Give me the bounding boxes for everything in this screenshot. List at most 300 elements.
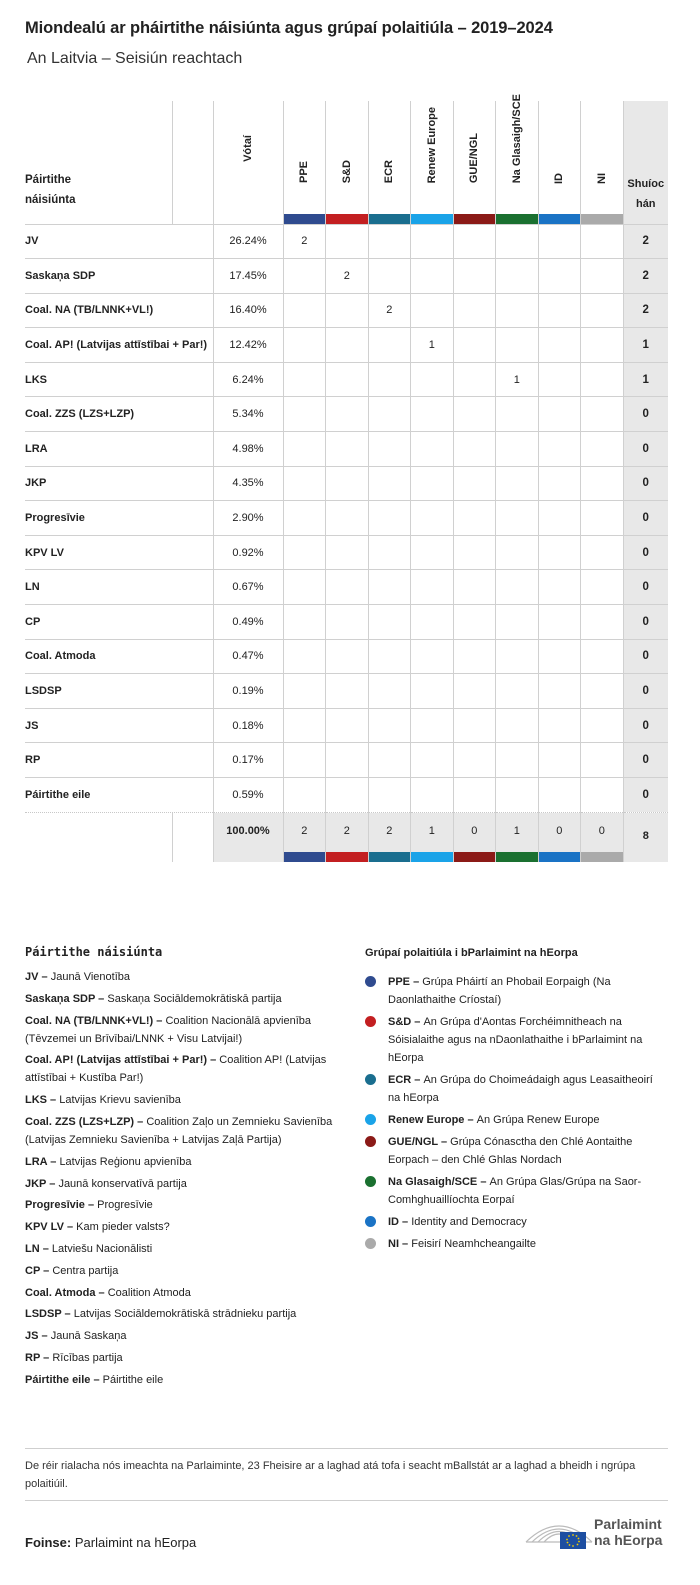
party-legend-name: Saskaņa Sociāldemokrātiskā partija — [107, 992, 282, 1005]
total-seats-cell: 0 — [623, 570, 668, 605]
page-title: Miondealú ar pháirtithe náisiúnta agus grúpaí polaitiúla – 2019–2024 — [25, 19, 553, 37]
party-legend-name: Coalition AP! (Latvijas attīstībai + Kustība Par!) — [25, 1054, 327, 1085]
seat-cell: 2 — [326, 259, 369, 294]
party-legend-item — [25, 1051, 345, 1087]
seat-cell — [283, 259, 326, 294]
group-legend-abbr: S&D — [388, 1016, 412, 1028]
party-legend-item — [25, 1196, 345, 1214]
header-group-label: NI — [595, 172, 608, 184]
legend-separator: – — [39, 1242, 52, 1255]
legend-separator: – — [40, 1264, 53, 1277]
group-color-dot — [365, 1176, 376, 1187]
votes-cell: 16.40% — [213, 293, 283, 328]
party-legend-abbr: Coal. NA (TB/LNNK+VL!) — [25, 1014, 154, 1027]
votes-cell: 0.92% — [213, 535, 283, 570]
header-group — [581, 101, 624, 224]
legend-separator: – — [63, 1221, 77, 1234]
seat-cell — [368, 708, 411, 743]
header-votes-label: Vótaí — [242, 134, 254, 162]
seat-cell — [538, 397, 581, 432]
party-legend-abbr: JV — [25, 971, 39, 983]
party-legend-name: Kam pieder valsts? — [76, 1221, 170, 1234]
logo-line-2: na hEorpa — [594, 1532, 663, 1548]
seat-cell — [453, 466, 496, 501]
seat-cell — [453, 708, 496, 743]
group-legend-item — [365, 1111, 665, 1129]
party-legend-name: Progresīvie — [97, 1199, 153, 1212]
total-seats-cell: 0 — [623, 605, 668, 640]
seat-cell — [368, 362, 411, 397]
legend-separator: – — [207, 1054, 220, 1067]
party-legend-abbr: Páirtithe eile — [25, 1373, 91, 1386]
legend-separator: – — [399, 1216, 412, 1228]
table-row — [25, 605, 668, 640]
seat-cell — [581, 224, 624, 259]
footer-total: 8 — [623, 812, 668, 862]
header-votes — [213, 101, 283, 224]
party-name-cell: JV — [25, 224, 213, 259]
seat-cell — [411, 466, 454, 501]
seat-cell — [411, 639, 454, 674]
seat-cell: 1 — [411, 328, 454, 363]
party-legend-name: Jaunā Saskaņa — [50, 1330, 127, 1343]
seat-cell — [283, 570, 326, 605]
table-row — [25, 535, 668, 570]
seat-cell — [368, 259, 411, 294]
footer-votes: 100.00% — [213, 812, 283, 862]
seat-cell — [368, 674, 411, 709]
seat-cell — [411, 708, 454, 743]
seat-cell — [581, 259, 624, 294]
legend-separator: – — [90, 1373, 103, 1386]
header-party — [25, 101, 213, 224]
seat-cell — [581, 605, 624, 640]
party-legend-item — [25, 1371, 345, 1389]
seat-cell — [411, 605, 454, 640]
total-seats-cell: 0 — [623, 432, 668, 467]
seat-cell — [326, 397, 369, 432]
party-legend-item — [25, 1240, 345, 1258]
seat-cell — [581, 328, 624, 363]
party-legend-item — [25, 1012, 345, 1048]
footer-seat-value: 1 — [513, 824, 520, 837]
votes-cell: 26.24% — [213, 224, 283, 259]
footer-seat-cell — [538, 812, 581, 862]
seat-cell — [581, 674, 624, 709]
divider — [25, 1500, 668, 1501]
group-color-bar — [539, 852, 581, 862]
seat-cell — [496, 293, 539, 328]
party-legend-name: Latvijas Krievu savienība — [59, 1094, 181, 1107]
legend-separator: – — [95, 1286, 108, 1299]
seat-cell — [326, 224, 369, 259]
party-name-cell: Coal. ZZS (LZS+LZP) — [25, 397, 213, 432]
seat-cell — [368, 224, 411, 259]
party-legend-name: Latvijas Reģionu apvienība — [59, 1155, 192, 1168]
header-group — [326, 101, 369, 224]
table-row — [25, 432, 668, 467]
header-group — [453, 101, 496, 224]
footer-seat-cell — [581, 812, 624, 862]
seat-cell — [538, 362, 581, 397]
seat-cell — [453, 501, 496, 536]
seat-cell — [581, 362, 624, 397]
party-legend-item — [25, 1175, 345, 1193]
party-name-cell: Páirtithe eile — [25, 778, 213, 813]
legend-separator: – — [437, 1136, 451, 1148]
party-legend-item — [25, 1218, 345, 1236]
party-legend-abbr: RP — [25, 1351, 41, 1364]
seat-cell — [326, 778, 369, 813]
total-seats-cell: 0 — [623, 466, 668, 501]
header-group — [368, 101, 411, 224]
footer-seat-value: 0 — [556, 824, 563, 837]
votes-cell: 0.18% — [213, 708, 283, 743]
group-legend-name: An Grúpa d'Aontas Forchéimnitheach na Sóisialaithe agus na nDaonlathaithe i bParlaimint na hEorpa — [388, 1016, 643, 1064]
header-group-label: GUE/NGL — [468, 133, 481, 184]
seat-cell — [496, 778, 539, 813]
table-row — [25, 674, 668, 709]
seat-cell — [453, 605, 496, 640]
logo-wordmark — [594, 1516, 662, 1548]
votes-cell: 0.17% — [213, 743, 283, 778]
legend-separator: – — [38, 971, 51, 983]
table-row — [25, 328, 668, 363]
seat-cell — [326, 743, 369, 778]
party-name-cell: JKP — [25, 466, 213, 501]
party-legend-item — [25, 1091, 345, 1109]
total-seats-cell: 0 — [623, 501, 668, 536]
group-color-bar — [369, 852, 411, 862]
header-group — [283, 101, 326, 224]
seat-cell — [453, 259, 496, 294]
seat-cell — [496, 224, 539, 259]
group-legend-name: Identity and Democracy — [411, 1216, 527, 1228]
header-group-label: Renew Europe — [425, 107, 438, 184]
party-legend-name: Latvijas Sociāldemokrātiskā strādnieku partija — [73, 1308, 297, 1321]
seat-cell — [496, 708, 539, 743]
legend-separator: – — [153, 1014, 166, 1027]
party-legend-name: Latviešu Nacionālisti — [51, 1242, 153, 1255]
header-group-label: PPE — [298, 161, 311, 184]
seat-cell — [368, 639, 411, 674]
group-legend-abbr: Na Glasaigh/SCE — [388, 1176, 478, 1188]
divider — [25, 1448, 668, 1449]
header-group-label: S&D — [340, 160, 353, 184]
group-color-dot — [365, 1074, 376, 1085]
group-legend-item — [365, 1213, 665, 1231]
votes-cell: 4.35% — [213, 466, 283, 501]
footer-seat-cell — [453, 812, 496, 862]
footer-seat-value: 0 — [598, 824, 605, 837]
party-name-cell: CP — [25, 605, 213, 640]
legend-separator: – — [134, 1115, 147, 1128]
seat-cell — [538, 535, 581, 570]
total-seats-cell: 1 — [623, 328, 668, 363]
table-row — [25, 259, 668, 294]
party-name-cell: LSDSP — [25, 674, 213, 709]
total-seats-cell: 1 — [623, 362, 668, 397]
seat-cell — [411, 362, 454, 397]
party-name-cell: Coal. Atmoda — [25, 639, 213, 674]
footer-blank — [25, 812, 213, 862]
seat-cell — [496, 639, 539, 674]
party-legend-abbr: Coal. AP! (Latvijas attīstībai + Par!) — [25, 1054, 208, 1067]
party-legend-item — [25, 1349, 345, 1367]
party-name-cell: Coal. NA (TB/LNNK+VL!) — [25, 293, 213, 328]
votes-cell: 0.49% — [213, 605, 283, 640]
seat-cell — [453, 293, 496, 328]
seat-cell — [283, 743, 326, 778]
seat-cell — [496, 535, 539, 570]
header-group-label: ECR — [383, 160, 396, 184]
party-legend-item — [25, 1305, 345, 1323]
seat-cell — [411, 224, 454, 259]
seat-cell — [326, 328, 369, 363]
group-color-bar — [581, 214, 623, 224]
party-legend-item — [25, 1113, 345, 1149]
party-name-cell: RP — [25, 743, 213, 778]
party-legend-abbr: Progresīvie — [25, 1199, 85, 1212]
group-legend-name: Feisirí Neamhcheangailte — [411, 1238, 536, 1250]
seat-cell — [496, 501, 539, 536]
seat-cell — [326, 605, 369, 640]
seat-cell — [453, 328, 496, 363]
seat-cell — [453, 535, 496, 570]
seat-cell — [368, 743, 411, 778]
seat-cell — [538, 259, 581, 294]
total-seats-cell: 0 — [623, 743, 668, 778]
seat-cell — [538, 224, 581, 259]
seat-cell — [283, 605, 326, 640]
footer-seat-cell — [368, 812, 411, 862]
party-legend-item — [25, 1327, 345, 1345]
footer-seat-value: 1 — [428, 824, 435, 837]
party-legend-name: Rīcības partija — [52, 1351, 123, 1364]
seat-cell — [283, 639, 326, 674]
votes-cell: 2.90% — [213, 501, 283, 536]
seat-cell — [411, 397, 454, 432]
party-legend-item — [25, 968, 345, 986]
total-seats-cell: 2 — [623, 224, 668, 259]
seat-cell — [283, 328, 326, 363]
party-legend-name: Coalition Atmoda — [107, 1286, 191, 1299]
seat-cell — [326, 362, 369, 397]
group-legend-item — [365, 973, 665, 1009]
header-group — [538, 101, 581, 224]
seat-cell — [411, 535, 454, 570]
seat-cell — [538, 432, 581, 467]
party-legend-name: Coalition Zaļo un Zemnieku Savienība (Latvijas Zemnieku Savienība + Latvijas Zaļā Partija) — [25, 1115, 333, 1146]
legend-separator: – — [464, 1114, 477, 1126]
seat-cell — [538, 328, 581, 363]
header-party-label: Páirtithe náisiúnta — [25, 173, 76, 206]
group-color-bar — [454, 214, 496, 224]
footer-seat-value: 2 — [343, 824, 350, 837]
seat-cell — [326, 535, 369, 570]
table-row — [25, 639, 668, 674]
legend-separator: – — [84, 1199, 98, 1212]
group-legend-name: Grúpa Pháirtí an Phobail Eorpaigh (Na Daonlathaithe Críostaí) — [388, 976, 611, 1006]
votes-cell: 5.34% — [213, 397, 283, 432]
seat-cell — [326, 639, 369, 674]
seat-cell — [326, 674, 369, 709]
seat-cell — [581, 743, 624, 778]
seat-cell — [496, 605, 539, 640]
party-legend — [25, 945, 345, 1393]
legend-separator: – — [38, 1330, 51, 1343]
seat-cell — [326, 708, 369, 743]
party-legend-abbr: Coal. Atmoda — [25, 1286, 96, 1299]
group-legend-abbr: Renew Europe — [388, 1114, 465, 1126]
header-total — [623, 101, 668, 224]
seat-cell: 1 — [496, 362, 539, 397]
group-legend-name: An Grúpa Glas/Grúpa na Saor-Comhghuaillíochta Eorpaí — [388, 1176, 642, 1206]
party-legend-item — [25, 1262, 345, 1280]
seat-cell: 2 — [283, 224, 326, 259]
party-legend-name: Centra partija — [52, 1264, 119, 1277]
seat-cell — [368, 432, 411, 467]
seat-cell — [581, 466, 624, 501]
header-group-label: Na Glasaigh/SCE — [510, 94, 523, 184]
table-row — [25, 778, 668, 813]
table-row — [25, 224, 668, 259]
group-color-bar — [454, 852, 496, 862]
group-color-bar — [581, 852, 623, 862]
seat-cell — [283, 778, 326, 813]
seat-cell: 2 — [368, 293, 411, 328]
seat-cell — [538, 605, 581, 640]
seat-cell — [411, 432, 454, 467]
seats-table — [25, 94, 668, 862]
table-row — [25, 743, 668, 778]
source-line — [25, 1535, 196, 1550]
party-legend-abbr: Coal. ZZS (LZS+LZP) — [25, 1115, 135, 1128]
group-legend-abbr: NI — [388, 1238, 399, 1250]
seat-cell — [581, 535, 624, 570]
seat-cell — [453, 674, 496, 709]
group-legend-name: An Grúpa Renew Europe — [476, 1114, 600, 1126]
table-row — [25, 362, 668, 397]
votes-cell: 0.47% — [213, 639, 283, 674]
party-name-cell: Saskaņa SDP — [25, 259, 213, 294]
seat-cell — [453, 397, 496, 432]
party-legend-abbr: KPV LV — [25, 1221, 64, 1234]
total-seats-cell: 0 — [623, 778, 668, 813]
seat-cell — [496, 674, 539, 709]
party-legend-abbr: Saskaņa SDP — [25, 992, 96, 1005]
group-legend-name: Grúpa Cónasctha den Chlé Aontaithe Eorpach – den Chlé Ghlas Nordach — [388, 1136, 633, 1166]
seat-cell — [368, 328, 411, 363]
seat-cell — [411, 778, 454, 813]
seat-cell — [283, 674, 326, 709]
legend-separator: – — [46, 1177, 59, 1190]
group-color-bar — [496, 852, 538, 862]
seat-cell — [581, 501, 624, 536]
group-color-dot — [365, 1114, 376, 1125]
legend-separator: – — [61, 1308, 74, 1321]
group-color-bar — [326, 214, 368, 224]
group-color-dot — [365, 1216, 376, 1227]
party-name-cell: LRA — [25, 432, 213, 467]
seat-cell — [496, 432, 539, 467]
source-label: Foinse: — [25, 1535, 72, 1550]
seat-cell — [326, 432, 369, 467]
seat-cell — [496, 743, 539, 778]
party-legend-abbr: LKS — [25, 1094, 47, 1107]
seat-cell — [538, 466, 581, 501]
footer-seat-value: 2 — [301, 824, 308, 837]
seat-cell — [368, 466, 411, 501]
votes-cell: 0.67% — [213, 570, 283, 605]
source-value: Parlaimint na hEorpa — [74, 1535, 197, 1550]
votes-cell: 17.45% — [213, 259, 283, 294]
seat-cell — [496, 397, 539, 432]
votes-cell: 0.19% — [213, 674, 283, 709]
seat-cell — [411, 259, 454, 294]
legend-separator: – — [477, 1176, 490, 1188]
votes-cell: 6.24% — [213, 362, 283, 397]
party-name-cell: JS — [25, 708, 213, 743]
party-legend-abbr: LRA — [25, 1155, 48, 1168]
seat-cell — [368, 570, 411, 605]
total-seats-cell: 2 — [623, 259, 668, 294]
group-color-bar — [411, 214, 453, 224]
seat-cell — [326, 501, 369, 536]
footer-seat-cell — [411, 812, 454, 862]
seat-cell — [538, 639, 581, 674]
table-row — [25, 708, 668, 743]
total-seats-cell: 0 — [623, 397, 668, 432]
seat-cell — [411, 674, 454, 709]
seat-cell — [368, 501, 411, 536]
seat-cell — [538, 501, 581, 536]
seat-cell — [411, 501, 454, 536]
seat-cell — [283, 432, 326, 467]
seat-cell — [326, 570, 369, 605]
seat-cell — [581, 397, 624, 432]
seat-cell — [368, 397, 411, 432]
seat-cell — [411, 743, 454, 778]
legend-separator: – — [47, 1094, 60, 1107]
seat-cell — [411, 570, 454, 605]
party-legend-abbr: LN — [25, 1242, 40, 1255]
table-row — [25, 570, 668, 605]
legend-separator: – — [411, 1016, 424, 1028]
header-total-label: Shuíoc hán — [627, 177, 665, 210]
seat-cell — [326, 466, 369, 501]
header-group-label: ID — [553, 172, 566, 184]
table-row — [25, 397, 668, 432]
seat-cell — [538, 570, 581, 605]
party-name-cell: KPV LV — [25, 535, 213, 570]
seat-cell — [453, 639, 496, 674]
party-name-cell: Progresīvie — [25, 501, 213, 536]
party-legend-name: Coalition Nacionālā apvienība (Tēvzemei un Brīvībai/LNNK + Visu Latvijai!) — [25, 1014, 312, 1045]
footnote: De réir rialacha nós imeachta na Parlaiminte, 23 Fheisire ar a laghad atá tofa i seacht mBallstát ar a laghad a bheidh i ngrúpa polaitiúil. — [25, 1460, 636, 1490]
group-legend-abbr: ECR — [388, 1074, 412, 1086]
party-name-cell: LN — [25, 570, 213, 605]
legend-separator: – — [399, 1238, 412, 1250]
group-legend-name: An Grúpa do Choimeádaigh agus Leasaitheoirí na hEorpa — [388, 1074, 653, 1104]
group-color-bar — [284, 852, 326, 862]
group-color-bar — [284, 214, 326, 224]
seat-cell — [368, 535, 411, 570]
seat-cell — [283, 535, 326, 570]
party-legend-title: Páirtithe náisiúnta — [25, 945, 163, 959]
seat-cell — [283, 293, 326, 328]
votes-cell: 4.98% — [213, 432, 283, 467]
